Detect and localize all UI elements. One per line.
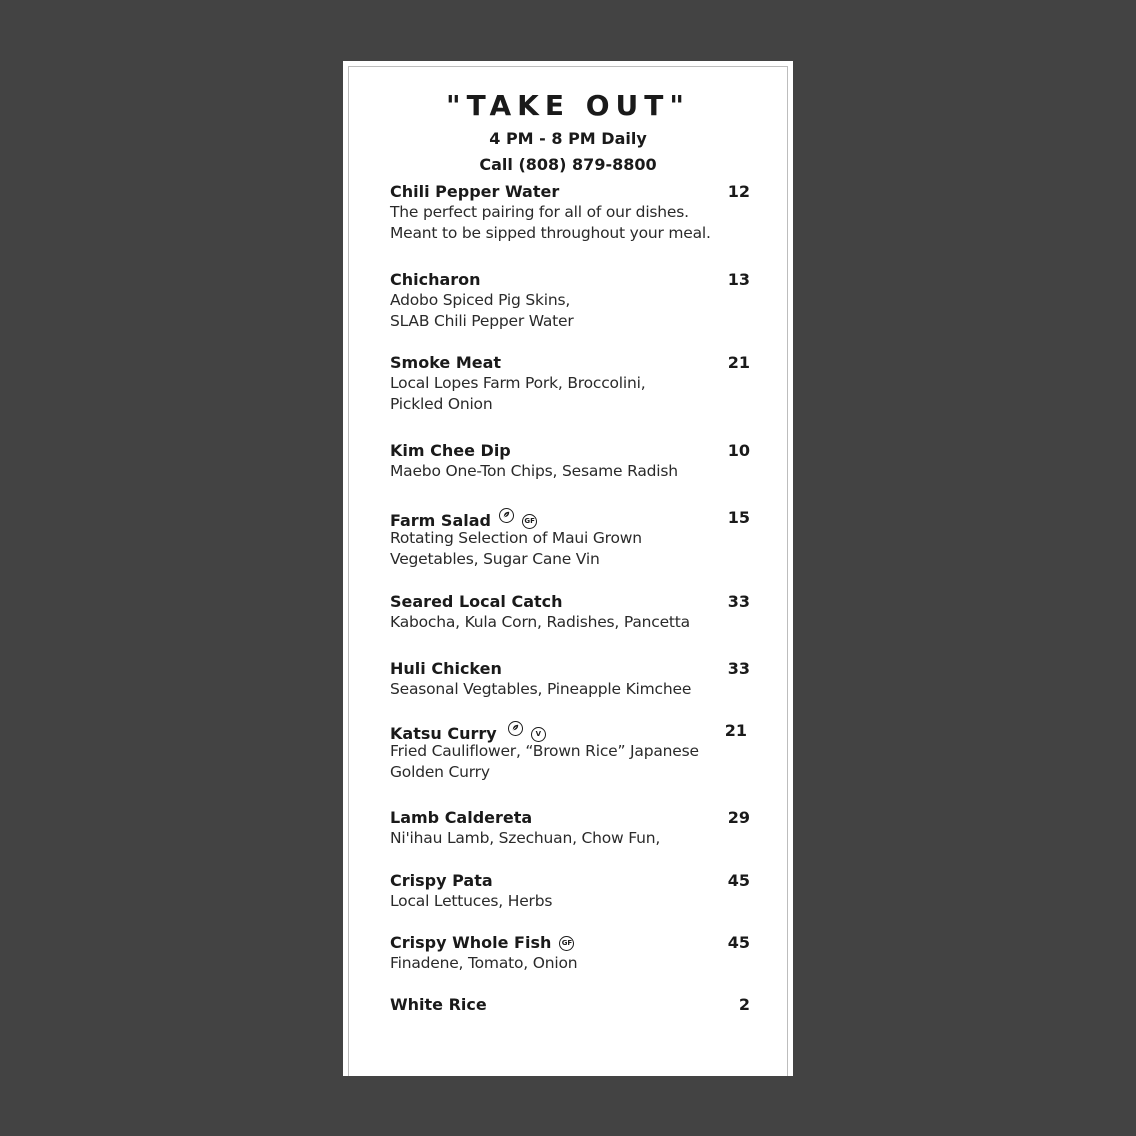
item-description: Ni'ihau Lamb, Szechuan, Chow Fun, <box>390 829 661 847</box>
hours-text: 4 PM - 8 PM Daily <box>489 129 647 148</box>
gluten-free-icon: GF <box>559 936 574 951</box>
vegetarian-leaf-icon <box>499 508 514 523</box>
item-price: 33 <box>727 592 750 611</box>
item-price: 21 <box>724 721 747 740</box>
item-description: Adobo Spiced Pig Skins, <box>390 291 571 309</box>
phone-text: Call (808) 879-8800 <box>479 155 657 174</box>
item-name: Chili Pepper Water <box>390 182 560 201</box>
vegan-icon: V <box>531 727 546 742</box>
menu-item <box>390 508 750 570</box>
item-price: 45 <box>727 933 750 952</box>
item-name: Crispy Whole Fish <box>390 933 552 952</box>
item-description: Golden Curry <box>390 763 490 781</box>
item-price: 33 <box>727 659 750 678</box>
menu-item <box>390 808 750 849</box>
item-name: Smoke Meat <box>390 353 502 372</box>
item-description: Fried Cauliflower, “Brown Rice” Japanese <box>390 742 699 760</box>
item-price: 10 <box>727 441 750 460</box>
item-description: SLAB Chili Pepper Water <box>390 312 574 330</box>
item-name: Seared Local Catch <box>390 592 563 611</box>
item-price: 29 <box>727 808 750 827</box>
item-description: Vegetables, Sugar Cane Vin <box>390 550 600 568</box>
menu-item <box>390 182 750 244</box>
vegetarian-leaf-icon <box>508 721 523 736</box>
item-description: Local Lopes Farm Pork, Broccolini, <box>390 374 646 392</box>
menu-title: "TAKE OUT" <box>446 89 690 122</box>
item-name: White Rice <box>390 995 487 1014</box>
gluten-free-icon: GF <box>522 514 537 529</box>
item-price: 15 <box>727 508 750 527</box>
item-description: Pickled Onion <box>390 395 493 413</box>
item-price: 12 <box>727 182 750 201</box>
menu-item <box>390 871 750 912</box>
menu-item <box>390 270 750 332</box>
item-price: 21 <box>727 353 750 372</box>
menu-item <box>390 933 750 974</box>
item-price: 45 <box>727 871 750 890</box>
menu-item <box>390 995 750 1015</box>
item-name: Kim Chee Dip <box>390 441 511 460</box>
item-price: 2 <box>738 995 750 1014</box>
menu-item <box>390 353 750 415</box>
menu-item <box>390 592 750 633</box>
item-description: The perfect pairing for all of our dishes. <box>390 203 689 221</box>
item-description: Rotating Selection of Maui Grown <box>390 529 642 547</box>
item-description: Meant to be sipped throughout your meal. <box>390 224 711 242</box>
menu-item <box>390 721 750 783</box>
item-name: Chicharon <box>390 270 481 289</box>
menu-item <box>390 659 750 700</box>
item-description: Maebo One-Ton Chips, Sesame Radish <box>390 462 678 480</box>
item-price: 13 <box>727 270 750 289</box>
item-name: Crispy Pata <box>390 871 493 890</box>
item-name: Huli Chicken <box>390 659 502 678</box>
item-name: Katsu Curry <box>390 724 497 743</box>
item-name: Farm Salad <box>390 511 491 530</box>
item-name: Lamb Caldereta <box>390 808 533 827</box>
item-description: Finadene, Tomato, Onion <box>390 954 578 972</box>
item-description: Kabocha, Kula Corn, Radishes, Pancetta <box>390 613 690 631</box>
item-description: Seasonal Vegtables, Pineapple Kimchee <box>390 680 692 698</box>
menu-item <box>390 441 750 482</box>
item-description: Local Lettuces, Herbs <box>390 892 553 910</box>
menu-page <box>343 61 793 1076</box>
